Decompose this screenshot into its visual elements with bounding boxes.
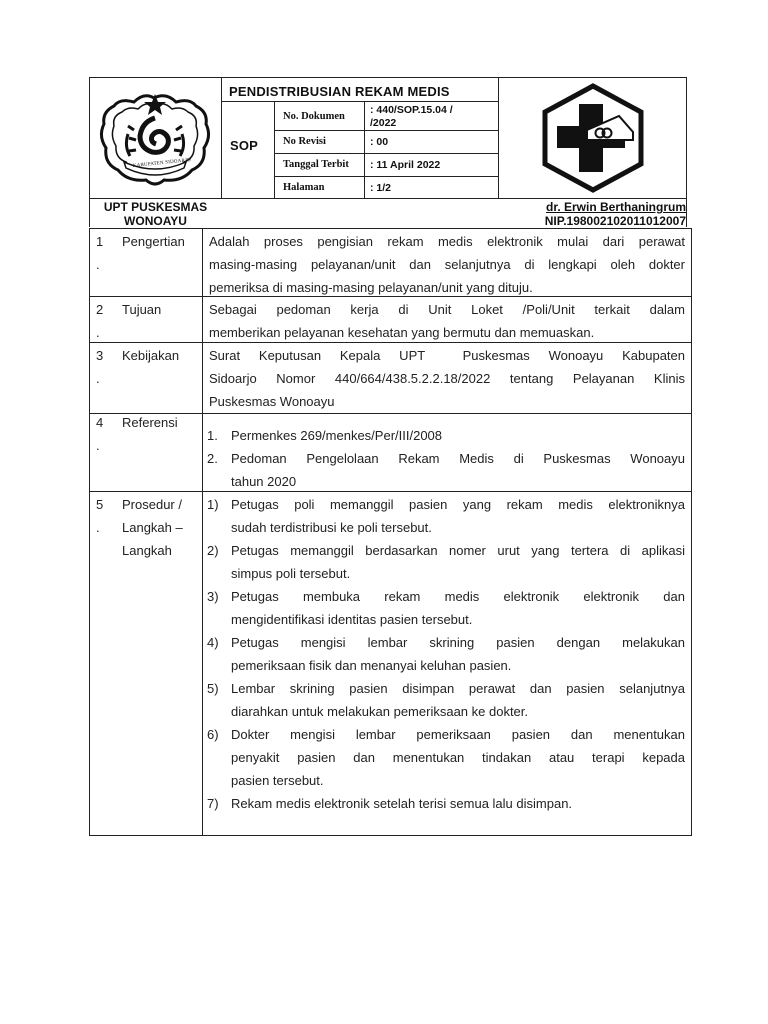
- list-item-line: Dokter mengisi lembar pemeriksaan pasien dan menentukan: [231, 727, 685, 742]
- section-5-label-line: Prosedur /: [122, 497, 182, 512]
- section-3-text: [209, 344, 685, 413]
- section-5-label: [122, 493, 183, 562]
- section-1-text: [209, 230, 685, 299]
- list-item-line: mengidentifikasi identitas pasien tersebut.: [231, 612, 473, 627]
- section-2-label: Tujuan: [122, 302, 162, 317]
- section-2-num: 2: [96, 302, 104, 317]
- section-1-line: Adalah proses pengisian rekam medis elektronik mulai dari perawat: [209, 234, 685, 249]
- meta-label-document-number: No. Dokumen: [283, 111, 345, 122]
- section-1-line: masing-masing pelayanan/unit dan selanjutnya di lengkapi oleh dokter: [209, 257, 685, 272]
- list-marker: 1): [207, 497, 219, 512]
- section-4-number: [96, 411, 103, 457]
- section-5-dot: .: [96, 520, 100, 535]
- organization-name: [90, 200, 221, 228]
- list-item: [207, 539, 685, 585]
- signatory-name: dr. Erwin Berthaningrum: [545, 200, 686, 214]
- section-4-label: Referensi: [122, 415, 178, 430]
- meta-label-page: Halaman: [283, 182, 325, 193]
- list-item-line: pemeriksaan fisik dan menanyai keluhan pasien.: [231, 658, 512, 673]
- list-item: [207, 585, 685, 631]
- section-4-list: [207, 424, 685, 493]
- meta-value-page: : 1/2: [370, 182, 392, 194]
- section-4-num: 4: [96, 415, 104, 430]
- section-1-dot: .: [96, 257, 100, 272]
- section-3-label: Kebijakan: [122, 348, 180, 363]
- list-item-line: simpus poli tersebut.: [231, 566, 351, 581]
- list-item-line: Petugas poli memanggil pasien yang rekam medis elektroniknya: [231, 497, 685, 512]
- list-item-line: penyakit pasien dan menentukan tindakan atau terapi kepada: [231, 750, 685, 765]
- list-marker: 7): [207, 796, 219, 811]
- health-cross-icon: [541, 82, 645, 194]
- list-item: [207, 493, 685, 539]
- section-3-dot: .: [96, 371, 100, 386]
- list-item-line: sudah terdistribusi ke poli tersebut.: [231, 520, 432, 535]
- list-marker: 2): [207, 543, 219, 558]
- logo-caption: KABUPATEN SIDOARJO: [132, 157, 192, 170]
- section-5-number: [96, 493, 103, 539]
- document-title: PENDISTRIBUSIAN REKAM MEDIS: [229, 84, 450, 99]
- section-3-line: Surat Keputusan Kepala UPT Puskesmas Wonoayu Kabupaten: [209, 348, 685, 363]
- section-2-text: [209, 298, 685, 344]
- section-3-line: Sidoarjo Nomor 440/664/438.5.2.2.18/2022 tentang Pelayanan Klinis: [209, 371, 685, 386]
- organization-name-line1: UPT PUSKESMAS: [103, 200, 208, 214]
- list-item: [207, 424, 685, 447]
- list-item: [207, 677, 685, 723]
- meta-value-document-number-line1: : 440/SOP.15.04 /: [370, 104, 453, 116]
- section-3-num: 3: [96, 348, 104, 363]
- section-2-number: [96, 298, 103, 344]
- list-item: [207, 631, 685, 677]
- meta-value-revision: : 00: [370, 136, 389, 148]
- section-5-label-line: Langkah –: [122, 520, 183, 535]
- meta-label-revision: No Revisi: [283, 136, 326, 147]
- regency-logo: [94, 84, 216, 192]
- section-1-line: pemeriksa di masing-masing pelayanan/unit yang dituju.: [209, 280, 533, 295]
- meta-label-issue-date: Tanggal Terbit: [283, 159, 349, 170]
- list-marker: 2.: [207, 451, 218, 466]
- section-5-procedure-list: [207, 493, 685, 815]
- section-5-label-line: Langkah: [122, 543, 172, 558]
- meta-value-document-number-line2: /2022: [370, 117, 397, 129]
- list-item-line: pasien tersebut.: [231, 773, 324, 788]
- list-item-line: Rekam medis elektronik setelah terisi semua lalu disimpan.: [231, 796, 573, 811]
- list-item-line: Petugas memanggil berdasarkan nomer urut yang tertera di aplikasi: [231, 543, 685, 558]
- puskesmas-logo: [541, 82, 645, 194]
- list-item-line: Petugas membuka rekam medis elektronik elektronik dan: [231, 589, 685, 604]
- list-item-line: Petugas mengisi lembar skrining pasien dengan melakukan: [231, 635, 685, 650]
- meta-value-document-number: [370, 104, 453, 130]
- regency-emblem-icon: [94, 84, 216, 192]
- section-4-dot: .: [96, 438, 100, 453]
- list-item: [207, 447, 685, 493]
- list-marker: 5): [207, 681, 219, 696]
- list-item-line: Permenkes 269/menkes/Per/III/2008: [231, 428, 443, 443]
- sop-label: SOP: [230, 138, 259, 153]
- organization-name-line2: WONOAYU: [124, 214, 187, 228]
- list-marker: 1.: [207, 428, 218, 443]
- section-2-line: Sebagai pedoman kerja di Unit Loket /Poli/Unit terkait dalam: [209, 302, 685, 317]
- signatory: [498, 200, 686, 228]
- section-3-line: Puskesmas Wonoayu: [209, 394, 335, 409]
- section-1-label: Pengertian: [122, 234, 185, 249]
- list-item-line: Lembar skrining pasien disimpan perawat dan pasien selanjutnya: [231, 681, 685, 696]
- list-item-line: tahun 2020: [231, 474, 297, 489]
- section-1-num: 1: [96, 234, 104, 249]
- list-item-line: Pedoman Pengelolaan Rekam Medis di Puskesmas Wonoayu: [231, 451, 685, 466]
- meta-value-issue-date: : 11 April 2022: [370, 159, 441, 171]
- list-marker: 3): [207, 589, 219, 604]
- section-1-number: [96, 230, 103, 276]
- signatory-nip: NIP.198002102011012007: [544, 214, 686, 228]
- list-item-line: diarahkan untuk melakukan pemeriksaan ke dokter.: [231, 704, 529, 719]
- list-marker: 6): [207, 727, 219, 742]
- list-item: [207, 792, 685, 815]
- section-5-num: 5: [96, 497, 104, 512]
- section-3-number: [96, 344, 103, 390]
- section-2-line: memberikan pelayanan kesehatan yang bermutu dan memuaskan.: [209, 325, 595, 340]
- list-marker: 4): [207, 635, 219, 650]
- list-item: [207, 723, 685, 792]
- section-2-dot: .: [96, 325, 100, 340]
